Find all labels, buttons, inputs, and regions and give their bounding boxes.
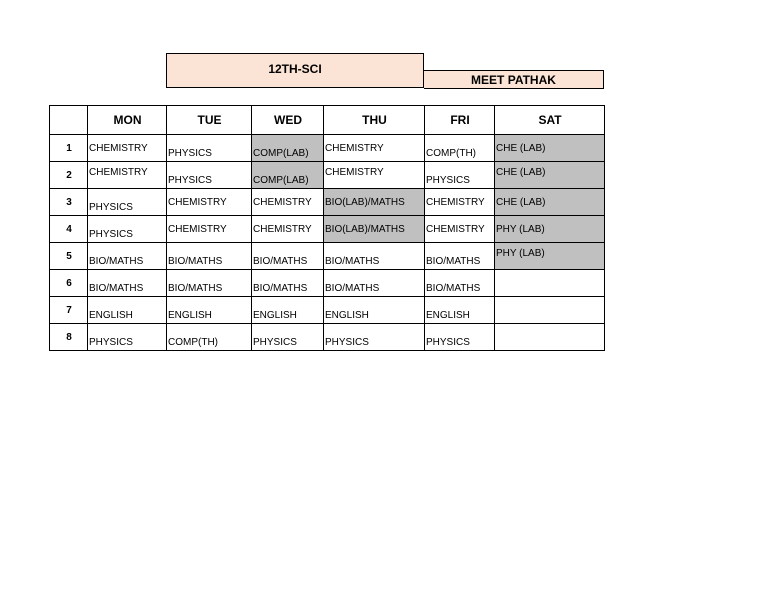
period-number: 6: [50, 270, 88, 297]
day-header-wed: WED: [252, 106, 324, 135]
table-cell: PHYSICS: [167, 135, 252, 162]
table-cell: BIO/MATHS: [167, 270, 252, 297]
table-cell-lab: BIO(LAB)/MATHS: [324, 189, 425, 216]
period-number: 7: [50, 297, 88, 324]
table-cell: CHEMISTRY: [167, 216, 252, 243]
table-cell: PHYSICS: [324, 324, 425, 351]
table-row: [50, 189, 605, 216]
table-cell: BIO/MATHS: [425, 270, 495, 297]
day-header-fri: FRI: [425, 106, 495, 135]
table-cell: BIO/MATHS: [88, 270, 167, 297]
table-cell: COMP(TH): [167, 324, 252, 351]
table-cell: PHYSICS: [252, 324, 324, 351]
teacher-name-header: [424, 70, 604, 89]
table-cell: CHEMISTRY: [324, 162, 425, 189]
table-cell: PHYSICS: [88, 216, 167, 243]
table-cell-lab: COMP(LAB): [252, 135, 324, 162]
table-row: [50, 162, 605, 189]
table-row: [50, 216, 605, 243]
timetable: [49, 105, 605, 351]
table-cell: PHYSICS: [88, 189, 167, 216]
table-cell: ENGLISH: [425, 297, 495, 324]
period-number: 5: [50, 243, 88, 270]
table-cell: BIO/MATHS: [425, 243, 495, 270]
table-cell: BIO/MATHS: [324, 243, 425, 270]
table-cell-lab: BIO(LAB)/MATHS: [324, 216, 425, 243]
table-cell: PHYSICS: [425, 324, 495, 351]
table-cell: ENGLISH: [88, 297, 167, 324]
day-header-thu: THU: [324, 106, 425, 135]
table-cell: BIO/MATHS: [167, 243, 252, 270]
day-header-tue: TUE: [167, 106, 252, 135]
table-cell-lab: CHE (LAB): [495, 189, 605, 216]
corner-cell: [50, 106, 88, 135]
table-cell: CHEMISTRY: [88, 162, 167, 189]
table-cell: BIO/MATHS: [88, 243, 167, 270]
table-row: [50, 324, 605, 351]
table-cell: [495, 297, 605, 324]
table-cell-lab: PHY (LAB): [495, 216, 605, 243]
table-cell: [495, 270, 605, 297]
table-cell: CHEMISTRY: [425, 189, 495, 216]
table-cell: CHEMISTRY: [425, 216, 495, 243]
table-cell: COMP(TH): [425, 135, 495, 162]
table-row: [50, 135, 605, 162]
table-cell: BIO/MATHS: [252, 270, 324, 297]
table-cell: PHYSICS: [88, 324, 167, 351]
table-row: [50, 270, 605, 297]
period-number: 3: [50, 189, 88, 216]
period-number: 8: [50, 324, 88, 351]
table-cell: PHYSICS: [167, 162, 252, 189]
table-cell: CHEMISTRY: [167, 189, 252, 216]
period-number: 1: [50, 135, 88, 162]
table-cell: BIO/MATHS: [252, 243, 324, 270]
period-number: 4: [50, 216, 88, 243]
class-name-label: 12TH-SCI: [268, 61, 322, 76]
period-number: 2: [50, 162, 88, 189]
table-cell: CHEMISTRY: [252, 216, 324, 243]
teacher-name-label: MEET PATHAK: [471, 72, 556, 87]
table-cell-lab: CHE (LAB): [495, 135, 605, 162]
table-cell: CHEMISTRY: [252, 189, 324, 216]
table-cell-lab: CHE (LAB): [495, 162, 605, 189]
class-name-header: [166, 53, 424, 88]
table-cell-lab: PHY (LAB): [495, 243, 605, 270]
table-row: [50, 297, 605, 324]
table-cell: ENGLISH: [252, 297, 324, 324]
table-cell: [495, 324, 605, 351]
day-header-mon: MON: [88, 106, 167, 135]
table-cell: CHEMISTRY: [88, 135, 167, 162]
table-cell: ENGLISH: [324, 297, 425, 324]
table-row: [50, 243, 605, 270]
day-header-row: [50, 106, 605, 135]
table-cell: ENGLISH: [167, 297, 252, 324]
table-cell: BIO/MATHS: [324, 270, 425, 297]
table-cell-lab: COMP(LAB): [252, 162, 324, 189]
table-cell: PHYSICS: [425, 162, 495, 189]
day-header-sat: SAT: [495, 106, 605, 135]
table-cell: CHEMISTRY: [324, 135, 425, 162]
